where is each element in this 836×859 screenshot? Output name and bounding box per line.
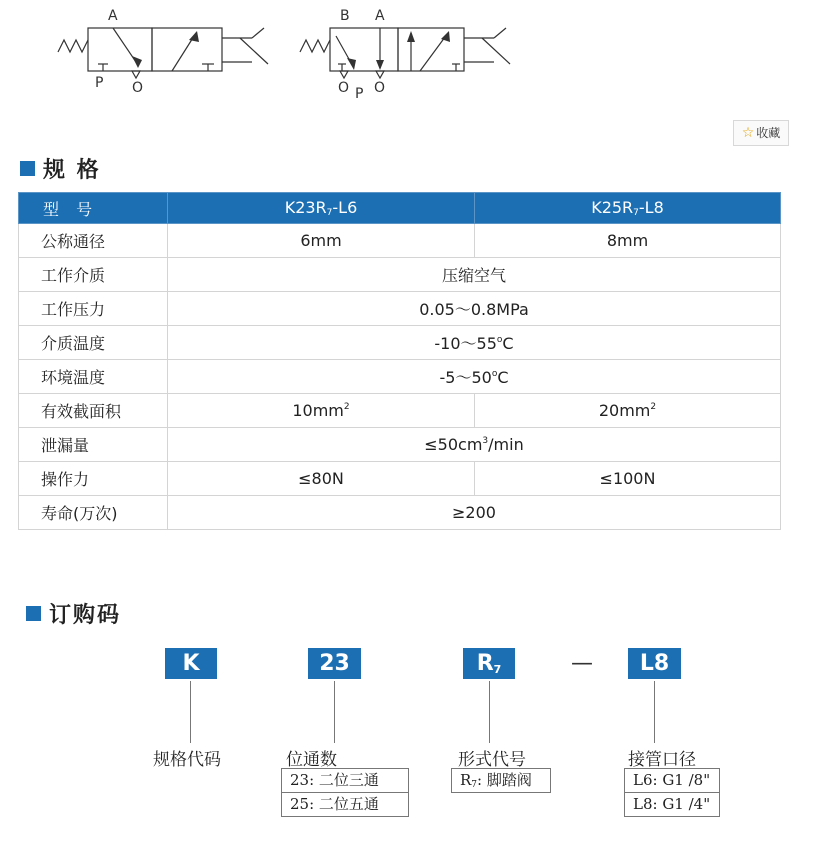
row-label: 操作力	[19, 462, 168, 496]
row-label: 环境温度	[19, 360, 168, 394]
port-a-label: A	[375, 8, 385, 24]
table-row	[19, 394, 781, 428]
table-row	[19, 462, 781, 496]
order-title: 订购码	[49, 603, 122, 628]
option-row: L8: G1 /4"	[625, 792, 719, 816]
row-label: 寿命(万次)	[19, 496, 168, 530]
port-p-label: P	[95, 75, 104, 91]
heading-square-icon	[20, 161, 35, 176]
cell-value: ≥200	[168, 496, 781, 530]
spec-heading	[20, 153, 101, 184]
table-row	[19, 496, 781, 530]
row-label: 工作介质	[19, 258, 168, 292]
cell-value: 6mm	[168, 224, 475, 258]
label-port-size: 接管口径	[628, 750, 696, 770]
option-row: $R_7$: 脚踏阀	[460, 771, 532, 790]
cell-value: $\le 50cm^3/\min$	[168, 428, 781, 462]
cell-value: 0.05～0.8MPa	[168, 292, 781, 326]
star-icon: ☆	[741, 125, 755, 141]
connector-line	[334, 681, 335, 743]
cell-value: $10mm^2$	[168, 394, 475, 428]
table-row	[19, 292, 781, 326]
option-row: 23: 二位三通	[290, 771, 379, 789]
header-model-k25: $K25R_7-L8$	[475, 193, 781, 224]
code-box-k: K	[165, 648, 217, 679]
table-header-row	[19, 193, 781, 224]
cell-value: ≤80N	[168, 462, 475, 496]
label-form-code: 形式代号	[458, 750, 526, 770]
heading-square-icon	[26, 606, 41, 621]
port-options	[624, 768, 720, 817]
code-box-l8: L8	[628, 648, 681, 679]
spec-title: 规 格	[43, 158, 101, 183]
port-a-label: A	[108, 8, 118, 24]
valve-5-2-symbol	[0, 0, 540, 110]
code-box-23: 23	[308, 648, 361, 679]
label-positions: 位通数	[286, 750, 337, 770]
header-model-k23: $K23R_7-L6$	[168, 193, 475, 224]
label-spec-code: 规格代码	[153, 750, 221, 770]
header-model: 型 号	[19, 193, 168, 224]
cell-value: -10～55$^o$C	[168, 326, 781, 360]
row-label: 公称通径	[19, 224, 168, 258]
code-dash: —	[571, 651, 593, 676]
port-p-label: P	[355, 86, 364, 102]
favorite-button[interactable]	[733, 120, 789, 146]
row-label: 泄漏量	[19, 428, 168, 462]
cell-value: 8mm	[475, 224, 781, 258]
port-o-label: O	[374, 80, 386, 96]
connector-line	[190, 681, 191, 743]
form-options	[451, 768, 551, 793]
cell-value: 压缩空气	[168, 258, 781, 292]
table-row	[19, 326, 781, 360]
order-heading	[26, 598, 121, 629]
port-o-label: O	[338, 80, 350, 96]
port-o-label: O	[132, 80, 144, 96]
row-label: 有效截面积	[19, 394, 168, 428]
cell-value: $20mm^2$	[475, 394, 781, 428]
cell-value: ≤100N	[475, 462, 781, 496]
table-row	[19, 258, 781, 292]
cell-value: -5～50$^o$C	[168, 360, 781, 394]
spec-table	[18, 192, 781, 530]
favorite-label: 收藏	[756, 126, 781, 140]
table-row	[19, 428, 781, 462]
table-row	[19, 224, 781, 258]
positions-options	[281, 768, 409, 817]
option-row: L6: G1 /8"	[633, 771, 711, 789]
code-box-r7: $R_7$	[463, 648, 515, 679]
connector-line	[489, 681, 490, 743]
port-b-label: B	[340, 8, 350, 24]
row-label: 介质温度	[19, 326, 168, 360]
connector-line	[654, 681, 655, 743]
option-row: 25: 二位五通	[282, 792, 408, 816]
table-row	[19, 360, 781, 394]
row-label: 工作压力	[19, 292, 168, 326]
